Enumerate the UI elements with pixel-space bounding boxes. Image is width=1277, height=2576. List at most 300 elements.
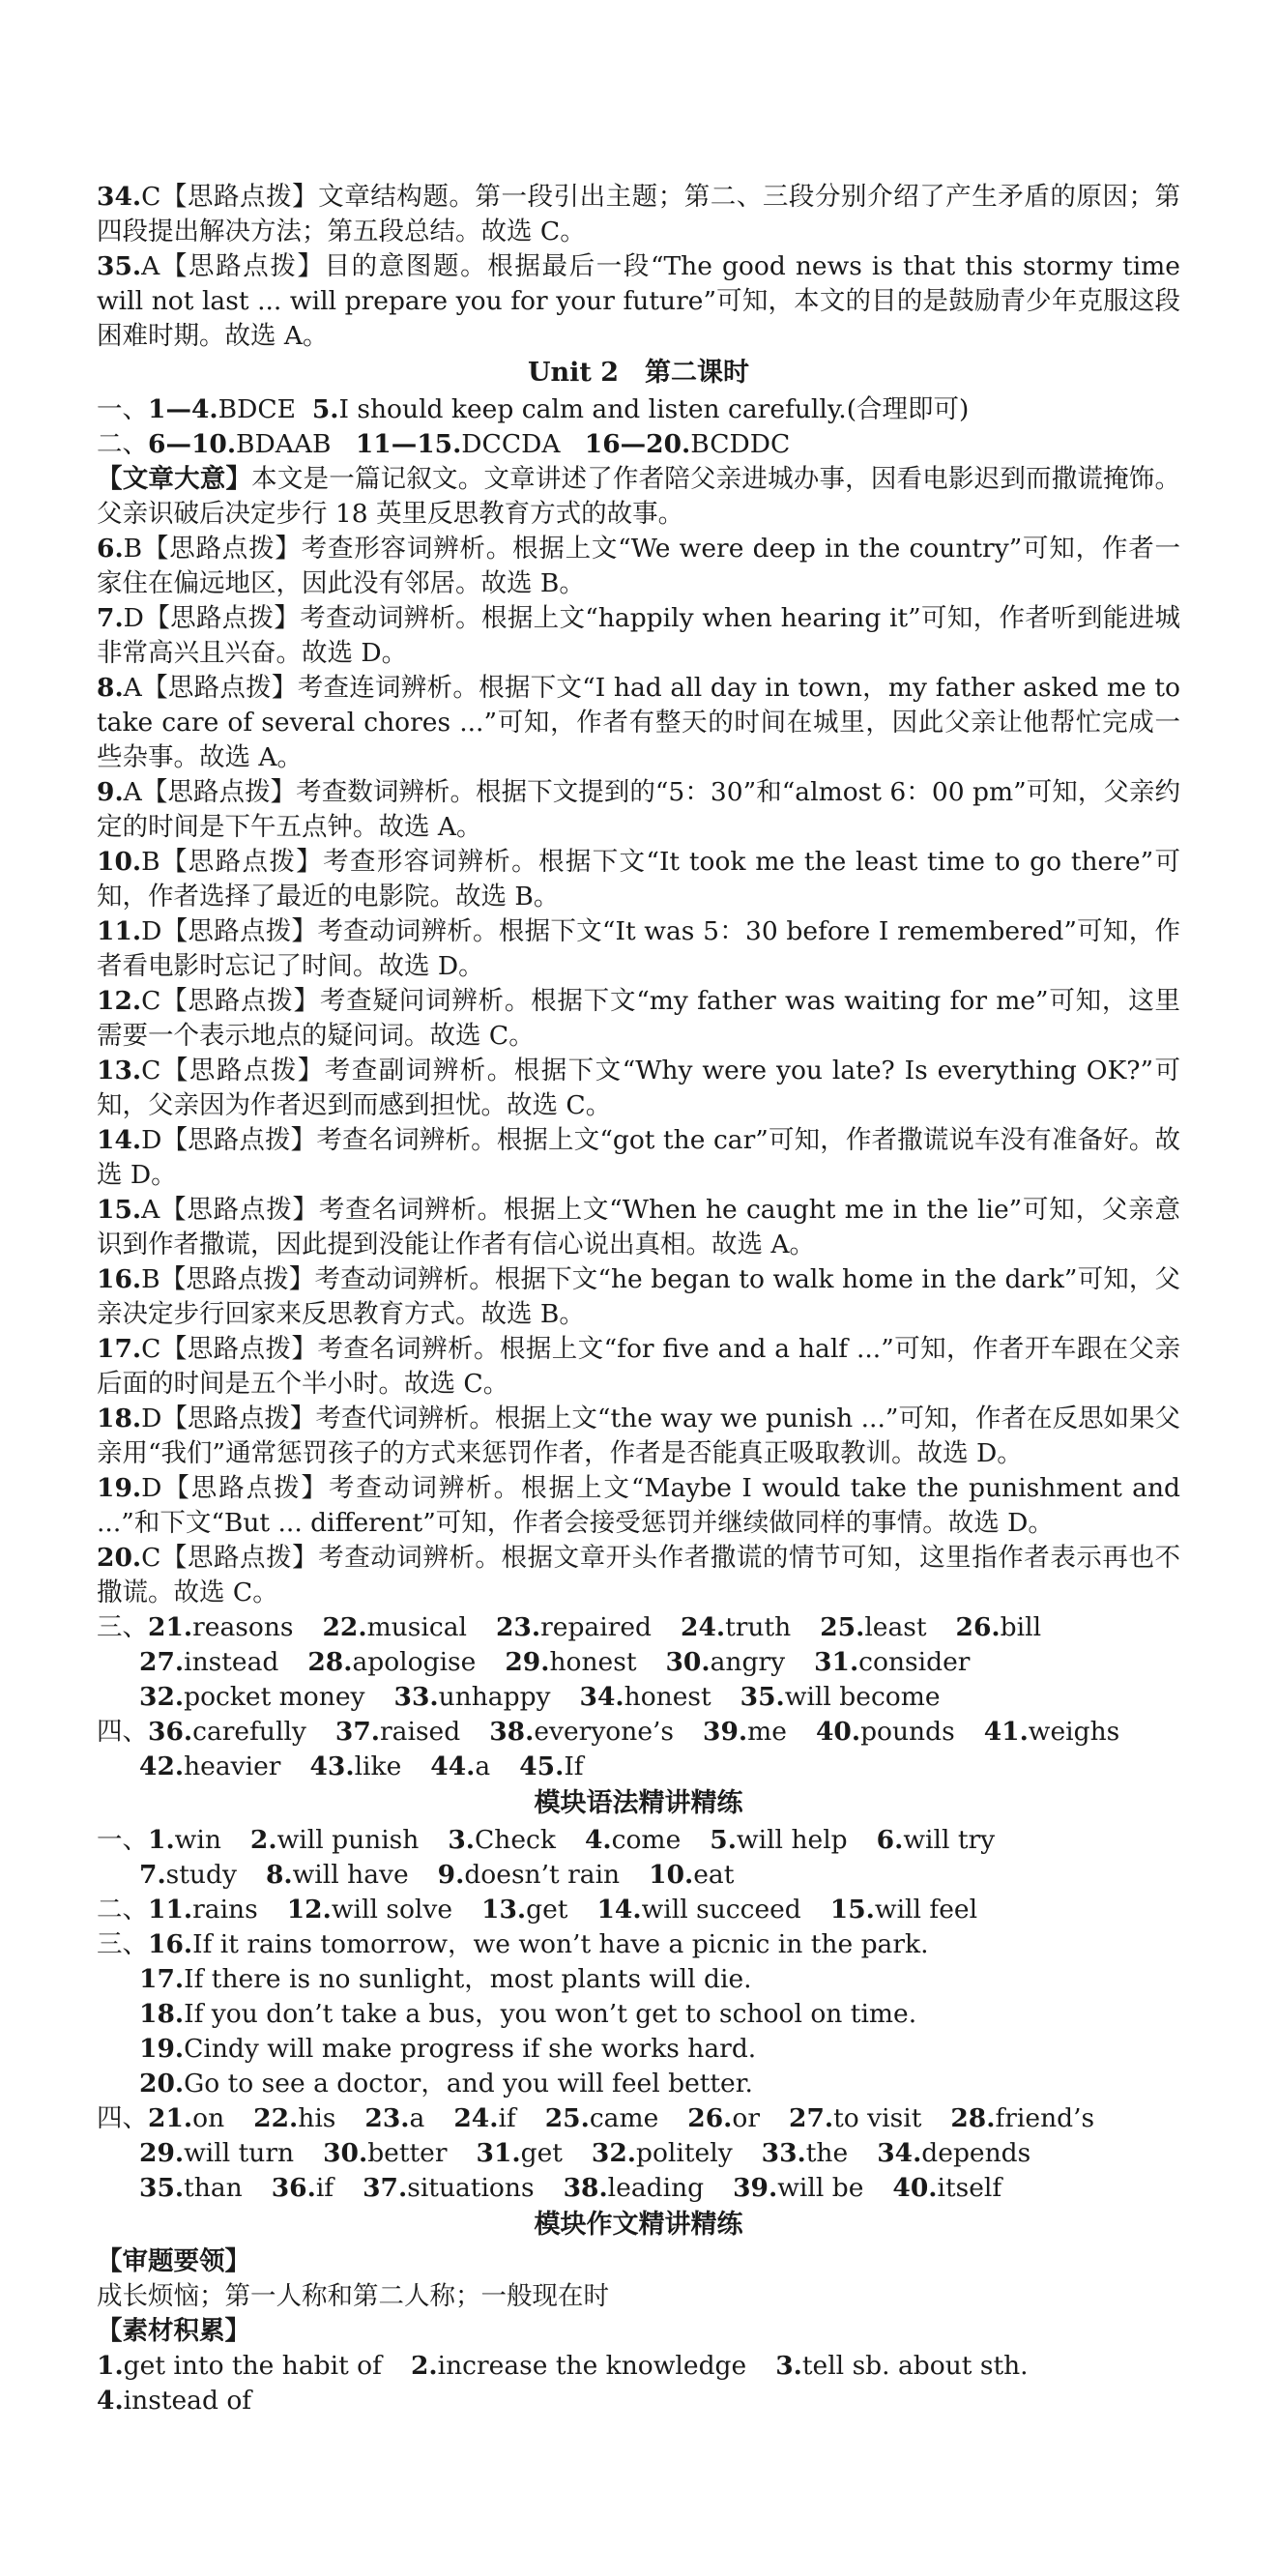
explanation-text: D【思路点拨】考查动词辨析。根据上文“happily when hearing it”可知，作者听到能进城非常高兴且兴奋。故选 D。 bbox=[97, 603, 1180, 668]
answer-item bbox=[592, 2136, 733, 2171]
section-label: 三、 bbox=[97, 1612, 148, 1642]
answer-item bbox=[335, 1715, 460, 1750]
answer-item bbox=[814, 1645, 970, 1680]
question-number: 9. bbox=[97, 777, 124, 807]
answer-item bbox=[266, 1858, 409, 1893]
writing-text-1: 成长烦恼；第一人称和第二人称；一般现在时 bbox=[97, 2281, 609, 2311]
answer-number: 27. bbox=[139, 1647, 185, 1677]
material-text: get into the habit of bbox=[123, 2351, 382, 2381]
answer-text: raised bbox=[380, 1717, 461, 1747]
answer-text: like bbox=[354, 1751, 402, 1781]
answer-number: 23. bbox=[495, 1612, 541, 1642]
section-1-range: 1—4. bbox=[148, 394, 218, 424]
answer-item bbox=[585, 1823, 681, 1858]
answer-text: will try bbox=[903, 1825, 996, 1855]
answer-number: 6. bbox=[876, 1825, 904, 1855]
explanation-text: A【思路点拨】考查数词辨析。根据下文提到的“5：30”和“almost 6：00 pm”可知，父亲约定的时间是下午五点钟。故选 A。 bbox=[97, 777, 1180, 842]
answer-number: 7. bbox=[139, 1860, 166, 1890]
answer-item bbox=[148, 1715, 306, 1750]
answer-number: 20. bbox=[139, 2069, 185, 2098]
answer-item bbox=[545, 2101, 659, 2136]
answer-text: apologise bbox=[352, 1647, 477, 1677]
section-4-answers bbox=[97, 1715, 1180, 1784]
section-label: 三、 bbox=[97, 1929, 148, 1959]
answer-text: doesn’t rain bbox=[464, 1860, 621, 1890]
answer-number: 31. bbox=[814, 1647, 859, 1677]
writing-material-4 bbox=[97, 2384, 1180, 2418]
explanation-text: C【思路点拨】考查动词辨析。根据文章开头作者撒谎的情节可知，这里指作者表示再也不撒谎。故选 C。 bbox=[97, 1543, 1180, 1607]
answer-text: pounds bbox=[860, 1717, 955, 1747]
answer-text: will feel bbox=[874, 1895, 978, 1925]
question-number: 15. bbox=[97, 1195, 142, 1225]
sentence-item bbox=[97, 1962, 1180, 1997]
answer-number: 39. bbox=[703, 1717, 748, 1747]
explanation-text: D【思路点拨】考查动词辨析。根据下文“It was 5：30 before I remembered”可知，作者看电影时忘记了时间。故选 D。 bbox=[97, 916, 1180, 981]
answer-number: 30. bbox=[323, 2138, 368, 2168]
answer-text: come bbox=[611, 1825, 682, 1855]
answer-text: honest bbox=[624, 1682, 711, 1712]
answer-text: leading bbox=[607, 2173, 705, 2203]
material-number: 2. bbox=[410, 2351, 438, 2381]
answer-number: 21. bbox=[148, 1612, 193, 1642]
answer-item bbox=[505, 1645, 636, 1680]
answer-text: itself bbox=[937, 2173, 1002, 2203]
answer-item bbox=[956, 1610, 1042, 1645]
answer-number: 32. bbox=[591, 2138, 637, 2168]
summary-text: 本文是一篇记叙文。文章讲述了作者陪父亲进城办事，因看电影迟到而撒谎掩饰。父亲识破后决定步行 18 英里反思教育方式的故事。 bbox=[97, 464, 1181, 529]
answer-item bbox=[649, 1858, 734, 1893]
explanation-item bbox=[97, 1193, 1180, 1262]
answer-text: musical bbox=[366, 1612, 467, 1642]
answer-number: 12. bbox=[286, 1895, 332, 1925]
answer-number: 36. bbox=[271, 2173, 316, 2203]
answer-number: 17. bbox=[139, 1964, 185, 1994]
question-number: 12. bbox=[97, 986, 142, 1016]
material-item bbox=[775, 2349, 1028, 2384]
answer-text: the bbox=[805, 2138, 849, 2168]
answer-item bbox=[250, 1823, 419, 1858]
answer-text: if bbox=[498, 2103, 516, 2133]
answer-number: 26. bbox=[687, 2103, 733, 2133]
answer-item bbox=[877, 1823, 996, 1858]
answer-number: 10. bbox=[649, 1860, 694, 1890]
answer-number: 40. bbox=[892, 2173, 938, 2203]
explanation-item bbox=[97, 601, 1180, 671]
answer-item bbox=[830, 1893, 977, 1927]
grammar-part-2 bbox=[97, 1893, 1180, 1927]
answer-number: 30. bbox=[665, 1647, 711, 1677]
answer-number: 22. bbox=[322, 1612, 367, 1642]
answer-item bbox=[322, 1610, 467, 1645]
question-number: 10. bbox=[97, 847, 142, 877]
top-paragraph bbox=[97, 180, 1180, 249]
answer-number: 28. bbox=[950, 2103, 996, 2133]
answer-row bbox=[97, 1645, 1180, 1680]
answer-item bbox=[287, 1893, 452, 1927]
answer-item bbox=[687, 2101, 760, 2136]
answer-item bbox=[892, 2171, 1001, 2206]
answer-item bbox=[309, 1750, 401, 1784]
sentence-item bbox=[97, 1997, 1180, 2032]
answer-item bbox=[148, 1823, 221, 1858]
section-1-answers bbox=[97, 392, 1180, 427]
answer-number: 23. bbox=[364, 2103, 410, 2133]
answer-number: 29. bbox=[139, 2138, 185, 2168]
section-label: 一、 bbox=[97, 1825, 148, 1855]
answer-number: 34. bbox=[579, 1682, 624, 1712]
answer-item bbox=[148, 1610, 293, 1645]
section-1-answer: BDCE bbox=[218, 394, 296, 424]
section-2-group2: 11—15. bbox=[355, 429, 462, 459]
explanation-item bbox=[97, 845, 1180, 914]
answer-text: will become bbox=[784, 1682, 941, 1712]
question-number: 6. bbox=[97, 534, 124, 564]
answer-text: depends bbox=[921, 2138, 1031, 2168]
answer-item bbox=[681, 1610, 791, 1645]
section-1-num5: 5. bbox=[311, 394, 339, 424]
answer-item bbox=[740, 1680, 941, 1715]
answer-number: 21. bbox=[148, 2103, 193, 2133]
answer-item bbox=[481, 1893, 567, 1927]
explanation-item bbox=[97, 1262, 1180, 1332]
answer-number: 11. bbox=[148, 1895, 193, 1925]
answer-item bbox=[789, 2101, 921, 2136]
explanation-list bbox=[97, 532, 1180, 1610]
answer-item bbox=[253, 2101, 335, 2136]
answer-text: eat bbox=[693, 1860, 735, 1890]
section-1-answer5: I should keep calm and listen carefully.(合理即可) bbox=[338, 394, 970, 424]
answer-text: situations bbox=[407, 2173, 535, 2203]
answer-number: 35. bbox=[740, 1682, 785, 1712]
grammar-part-3 bbox=[97, 1927, 1180, 2101]
answer-text: heavier bbox=[184, 1751, 281, 1781]
answer-text: truth bbox=[725, 1612, 792, 1642]
explanation-text: D【思路点拨】考查名词辨析。根据上文“got the car”可知，作者撒谎说车没有准备好。故选 D。 bbox=[97, 1125, 1180, 1190]
answer-number: 31. bbox=[476, 2138, 521, 2168]
explanation-text: B【思路点拨】考查形容词辨析。根据上文“We were deep in the country”可知，作者一家住在偏远地区，因此没有邻居。故选 B。 bbox=[97, 534, 1180, 598]
answer-number: 41. bbox=[983, 1717, 1029, 1747]
answer-number: 2. bbox=[249, 1825, 277, 1855]
unit-title: Unit 2 第二课时 bbox=[527, 358, 750, 388]
answer-text: a bbox=[475, 1751, 491, 1781]
section-2-group1: 6—10. bbox=[148, 429, 237, 459]
answer-number: 38. bbox=[563, 2173, 608, 2203]
section-label: 二、 bbox=[97, 1895, 148, 1925]
explanation-text: D【思路点拨】考查动词辨析。根据上文“Maybe I would take the punishment and ...”和下文“But ... different”可知，作者会接受惩罚并继续做同样的事情。故选 D。 bbox=[97, 1473, 1180, 1538]
answer-item bbox=[489, 1715, 674, 1750]
answer-item bbox=[820, 1610, 926, 1645]
answer-text: least bbox=[864, 1612, 927, 1642]
answer-text: study bbox=[165, 1860, 237, 1890]
answer-row bbox=[97, 1610, 1180, 1645]
answer-number: 36. bbox=[148, 1717, 193, 1747]
explanation-item bbox=[97, 1123, 1180, 1193]
section-1-label: 一、 bbox=[97, 394, 148, 424]
answer-row bbox=[97, 1893, 1180, 1927]
answer-number: 37. bbox=[363, 2173, 408, 2203]
answer-text: to visit bbox=[833, 2103, 922, 2133]
answer-text: will succeed bbox=[641, 1895, 801, 1925]
answer-item bbox=[148, 2101, 224, 2136]
answer-number: 43. bbox=[309, 1751, 355, 1781]
explanation-item bbox=[97, 1541, 1180, 1610]
explanation-text: C【思路点拨】考查疑问词辨析。根据下文“my father was waiting for me”可知，这里需要一个表示地点的疑问词。故选 C。 bbox=[97, 986, 1180, 1051]
answer-number: 22. bbox=[253, 2103, 299, 2133]
question-number: 17. bbox=[97, 1334, 142, 1364]
answer-number: 18. bbox=[139, 1999, 185, 2029]
section-2-label: 二、 bbox=[97, 429, 148, 459]
answer-number: 4. bbox=[584, 1825, 612, 1855]
answer-number: 24. bbox=[681, 1612, 726, 1642]
sentence-item bbox=[97, 2032, 1180, 2067]
answer-item bbox=[139, 2171, 243, 2206]
explanation-item bbox=[97, 1332, 1180, 1402]
answer-item bbox=[394, 1680, 551, 1715]
answer-number: 25. bbox=[820, 1612, 865, 1642]
answer-item bbox=[984, 1715, 1120, 1750]
answer-text: will solve bbox=[331, 1895, 453, 1925]
answer-text: rains bbox=[192, 1895, 258, 1925]
answer-text: me bbox=[747, 1717, 787, 1747]
answer-item bbox=[364, 2101, 424, 2136]
answer-item bbox=[139, 1680, 365, 1715]
section-2-answers bbox=[97, 427, 1180, 462]
answer-text: on bbox=[192, 2103, 225, 2133]
question-number: 8. bbox=[97, 673, 124, 703]
answer-text: Check bbox=[475, 1825, 556, 1855]
answer-number: 45. bbox=[519, 1751, 565, 1781]
answer-item bbox=[453, 2101, 515, 2136]
answer-text: honest bbox=[549, 1647, 637, 1677]
writing-title: 模块作文精讲精练 bbox=[534, 2210, 743, 2240]
answer-item bbox=[496, 1610, 652, 1645]
answer-number: 8. bbox=[265, 1860, 293, 1890]
answer-text: weighs bbox=[1028, 1717, 1120, 1747]
explanation-text: B【思路点拨】考查形容词辨析。根据下文“It took me the least time to go there”可知，作者选择了最近的电影院。故选 B。 bbox=[97, 847, 1180, 912]
answer-text: repaired bbox=[540, 1612, 652, 1642]
section-3-answers bbox=[97, 1610, 1180, 1715]
answer-text: politely bbox=[636, 2138, 733, 2168]
answer-text: reasons bbox=[192, 1612, 294, 1642]
section-label: 四、 bbox=[97, 1717, 148, 1747]
material-text: increase the knowledge bbox=[437, 2351, 747, 2381]
answer-item bbox=[703, 1715, 787, 1750]
material-4-num: 4. bbox=[97, 2386, 124, 2416]
answer-item bbox=[816, 1715, 955, 1750]
article-summary bbox=[97, 462, 1180, 532]
material-item bbox=[411, 2349, 746, 2384]
material-text: tell sb. about sth. bbox=[801, 2351, 1029, 2381]
answer-text: If you don’t take a bus，you won’t get to school on time. bbox=[184, 1999, 917, 2029]
answer-text: get bbox=[526, 1895, 568, 1925]
answer-row bbox=[97, 1680, 1180, 1715]
answer-item bbox=[430, 1750, 490, 1784]
writing-label-2: 【素材积累】 bbox=[97, 2316, 250, 2346]
answer-item bbox=[363, 2171, 534, 2206]
grammar-title: 模块语法精讲精练 bbox=[534, 1788, 743, 1818]
explanation-item bbox=[97, 532, 1180, 601]
question-number: 13. bbox=[97, 1056, 142, 1085]
explanation-text: B【思路点拨】考查动词辨析。根据下文“he began to walk home in the dark”可知，父亲决定步行回家来反思教育方式。故选 B。 bbox=[97, 1264, 1180, 1329]
answer-item bbox=[710, 1823, 847, 1858]
answer-row bbox=[97, 1823, 1180, 1858]
answer-number: 3. bbox=[448, 1825, 476, 1855]
answer-item bbox=[438, 1858, 620, 1893]
answer-item bbox=[139, 1858, 237, 1893]
answer-item bbox=[519, 1750, 583, 1784]
sentence-item bbox=[97, 2067, 1180, 2101]
explanation-text: D【思路点拨】考查代词辨析。根据上文“the way we punish ...”可知，作者在反思如果父亲用“我们”通常惩罚孩子的方式来惩罚作者，作者是否能真正吸取教训。故选 D。 bbox=[97, 1404, 1180, 1468]
answer-text: win bbox=[174, 1825, 221, 1855]
answer-number: 9. bbox=[437, 1860, 465, 1890]
answer-number: 29. bbox=[505, 1647, 550, 1677]
material-4-text: instead of bbox=[123, 2386, 252, 2416]
explanation-text: C【思路点拨】文章结构题。第一段引出主题；第二、三段分别介绍了产生矛盾的原因；第四段提出解决方法；第五段总结。故选 C。 bbox=[97, 182, 1180, 246]
answer-number: 37. bbox=[334, 1717, 381, 1747]
answer-item bbox=[950, 2101, 1094, 2136]
top-paragraph bbox=[97, 249, 1180, 354]
answer-text: Cindy will make progress if she works hard. bbox=[184, 2034, 757, 2064]
answer-item bbox=[139, 1645, 278, 1680]
answer-number: 33. bbox=[393, 1682, 439, 1712]
explanation-text: A【思路点拨】考查名词辨析。根据上文“When he caught me in the lie”可知，父亲意识到作者撒谎，因此提到没能让作者有信心说出真相。故选 A。 bbox=[97, 1195, 1180, 1259]
answer-number: 27. bbox=[789, 2103, 834, 2133]
section-2-answer2: DCCDA bbox=[461, 429, 561, 459]
grammar-part-1 bbox=[97, 1823, 1180, 1893]
answer-number: 34. bbox=[877, 2138, 922, 2168]
question-number: 14. bbox=[97, 1125, 142, 1155]
answer-text: if bbox=[315, 2173, 334, 2203]
answer-text: will have bbox=[292, 1860, 409, 1890]
material-number: 1. bbox=[97, 2351, 124, 2381]
answer-item bbox=[580, 1680, 711, 1715]
question-number: 19. bbox=[97, 1473, 142, 1503]
answer-item bbox=[665, 1645, 785, 1680]
answer-text: pocket money bbox=[184, 1682, 365, 1712]
answer-text: instead bbox=[184, 1647, 279, 1677]
answer-number: 16. bbox=[148, 1929, 193, 1959]
answer-text: better bbox=[367, 2138, 448, 2168]
answer-text: will be bbox=[777, 2173, 864, 2203]
answer-row bbox=[97, 2101, 1180, 2136]
answer-row bbox=[97, 1858, 1180, 1893]
question-number: 11. bbox=[97, 916, 142, 946]
explanation-item bbox=[97, 671, 1180, 775]
answer-text: If bbox=[564, 1751, 584, 1781]
question-number: 35. bbox=[97, 251, 142, 281]
top-paragraphs bbox=[97, 180, 1180, 354]
answer-number: 14. bbox=[596, 1895, 642, 1925]
section-2-answer3: BCDDC bbox=[690, 429, 791, 459]
answer-row bbox=[97, 2136, 1180, 2171]
explanation-item bbox=[97, 914, 1180, 984]
answer-text: Go to see a doctor，and you will feel better. bbox=[184, 2069, 753, 2098]
answer-item bbox=[877, 2136, 1030, 2171]
answer-number: 15. bbox=[829, 1895, 875, 1925]
answer-number: 25. bbox=[544, 2103, 590, 2133]
answer-text: his bbox=[298, 2103, 336, 2133]
answer-number: 42. bbox=[139, 1751, 185, 1781]
explanation-text: A【思路点拨】目的意图题。根据最后一段“The good news is that this stormy time will not last ... will prepare you for your future”可知，本文的目的是鼓励青少年克服这段困难时期。故选 A。 bbox=[97, 251, 1180, 351]
answer-text: or bbox=[732, 2103, 761, 2133]
explanation-item bbox=[97, 775, 1180, 845]
answer-item bbox=[733, 2171, 863, 2206]
section-2-group3: 16—20. bbox=[584, 429, 691, 459]
answer-item bbox=[272, 2171, 334, 2206]
answer-row bbox=[97, 1715, 1180, 1750]
explanation-text: A【思路点拨】考查连词辨析。根据下文“I had all day in town，my father asked me to take care of several chores ...”可知，作者有整天的时间在城里，因此父亲让他帮忙完成一些杂事。故选 A。 bbox=[97, 673, 1180, 772]
answer-text: consider bbox=[858, 1647, 971, 1677]
answer-text: bill bbox=[1000, 1612, 1042, 1642]
sentence-item bbox=[97, 1927, 1180, 1962]
answer-number: 35. bbox=[139, 2173, 185, 2203]
answer-number: 44. bbox=[430, 1751, 476, 1781]
answer-item bbox=[762, 2136, 849, 2171]
answer-number: 32. bbox=[139, 1682, 185, 1712]
explanation-item bbox=[97, 1054, 1180, 1123]
summary-label: 【文章大意】 bbox=[97, 464, 252, 494]
answer-row bbox=[97, 2171, 1180, 2206]
answer-number: 33. bbox=[761, 2138, 806, 2168]
section-2-answer1: BDAAB bbox=[236, 429, 332, 459]
explanation-text: C【思路点拨】考查副词辨析。根据下文“Why were you late? Is everything OK?”可知，父亲因为作者迟到而感到担忧。故选 C。 bbox=[97, 1056, 1180, 1120]
answer-item bbox=[596, 1893, 800, 1927]
question-number: 16. bbox=[97, 1264, 142, 1294]
answer-item bbox=[564, 2171, 705, 2206]
answer-number: 24. bbox=[453, 2103, 499, 2133]
answer-number: 1. bbox=[148, 1825, 175, 1855]
question-number: 18. bbox=[97, 1404, 142, 1433]
answer-number: 40. bbox=[815, 1717, 861, 1747]
answer-number: 38. bbox=[489, 1717, 535, 1747]
answer-item bbox=[307, 1645, 476, 1680]
material-number: 3. bbox=[775, 2351, 802, 2381]
answer-text: get bbox=[520, 2138, 563, 2168]
answer-item bbox=[139, 1750, 280, 1784]
explanation-item bbox=[97, 1402, 1180, 1471]
answer-text: will turn bbox=[184, 2138, 295, 2168]
answer-item bbox=[323, 2136, 447, 2171]
answer-number: 28. bbox=[307, 1647, 353, 1677]
answer-item bbox=[148, 1893, 258, 1927]
answer-text: unhappy bbox=[438, 1682, 551, 1712]
writing-label-1: 【审题要领】 bbox=[97, 2246, 250, 2276]
answer-item bbox=[477, 2136, 563, 2171]
answer-row bbox=[97, 1750, 1180, 1784]
answer-text: came bbox=[589, 2103, 659, 2133]
answer-item bbox=[448, 1823, 556, 1858]
answer-number: 19. bbox=[139, 2034, 185, 2064]
question-number: 34. bbox=[97, 182, 142, 212]
explanation-item bbox=[97, 984, 1180, 1054]
answer-text: will help bbox=[736, 1825, 848, 1855]
explanation-item bbox=[97, 1471, 1180, 1541]
question-number: 7. bbox=[97, 603, 124, 633]
answer-text: If there is no sunlight，most plants will die. bbox=[184, 1964, 752, 1994]
explanation-text: C【思路点拨】考查名词辨析。根据上文“for five and a half ...”可知，作者开车跟在父亲后面的时间是五个半小时。故选 C。 bbox=[97, 1334, 1180, 1399]
answer-text: will punish bbox=[276, 1825, 420, 1855]
grammar-part-4 bbox=[97, 2101, 1180, 2206]
writing-materials bbox=[97, 2349, 1180, 2384]
answer-item bbox=[139, 2136, 294, 2171]
answer-number: 5. bbox=[710, 1825, 737, 1855]
answer-text: If it rains tomorrow，we won’t have a picnic in the park. bbox=[192, 1929, 929, 1959]
answer-text: friend’s bbox=[995, 2103, 1095, 2133]
answer-text: carefully bbox=[192, 1717, 306, 1747]
answer-text: than bbox=[184, 2173, 243, 2203]
answer-text: angry bbox=[710, 1647, 786, 1677]
section-label: 四、 bbox=[97, 2103, 148, 2133]
